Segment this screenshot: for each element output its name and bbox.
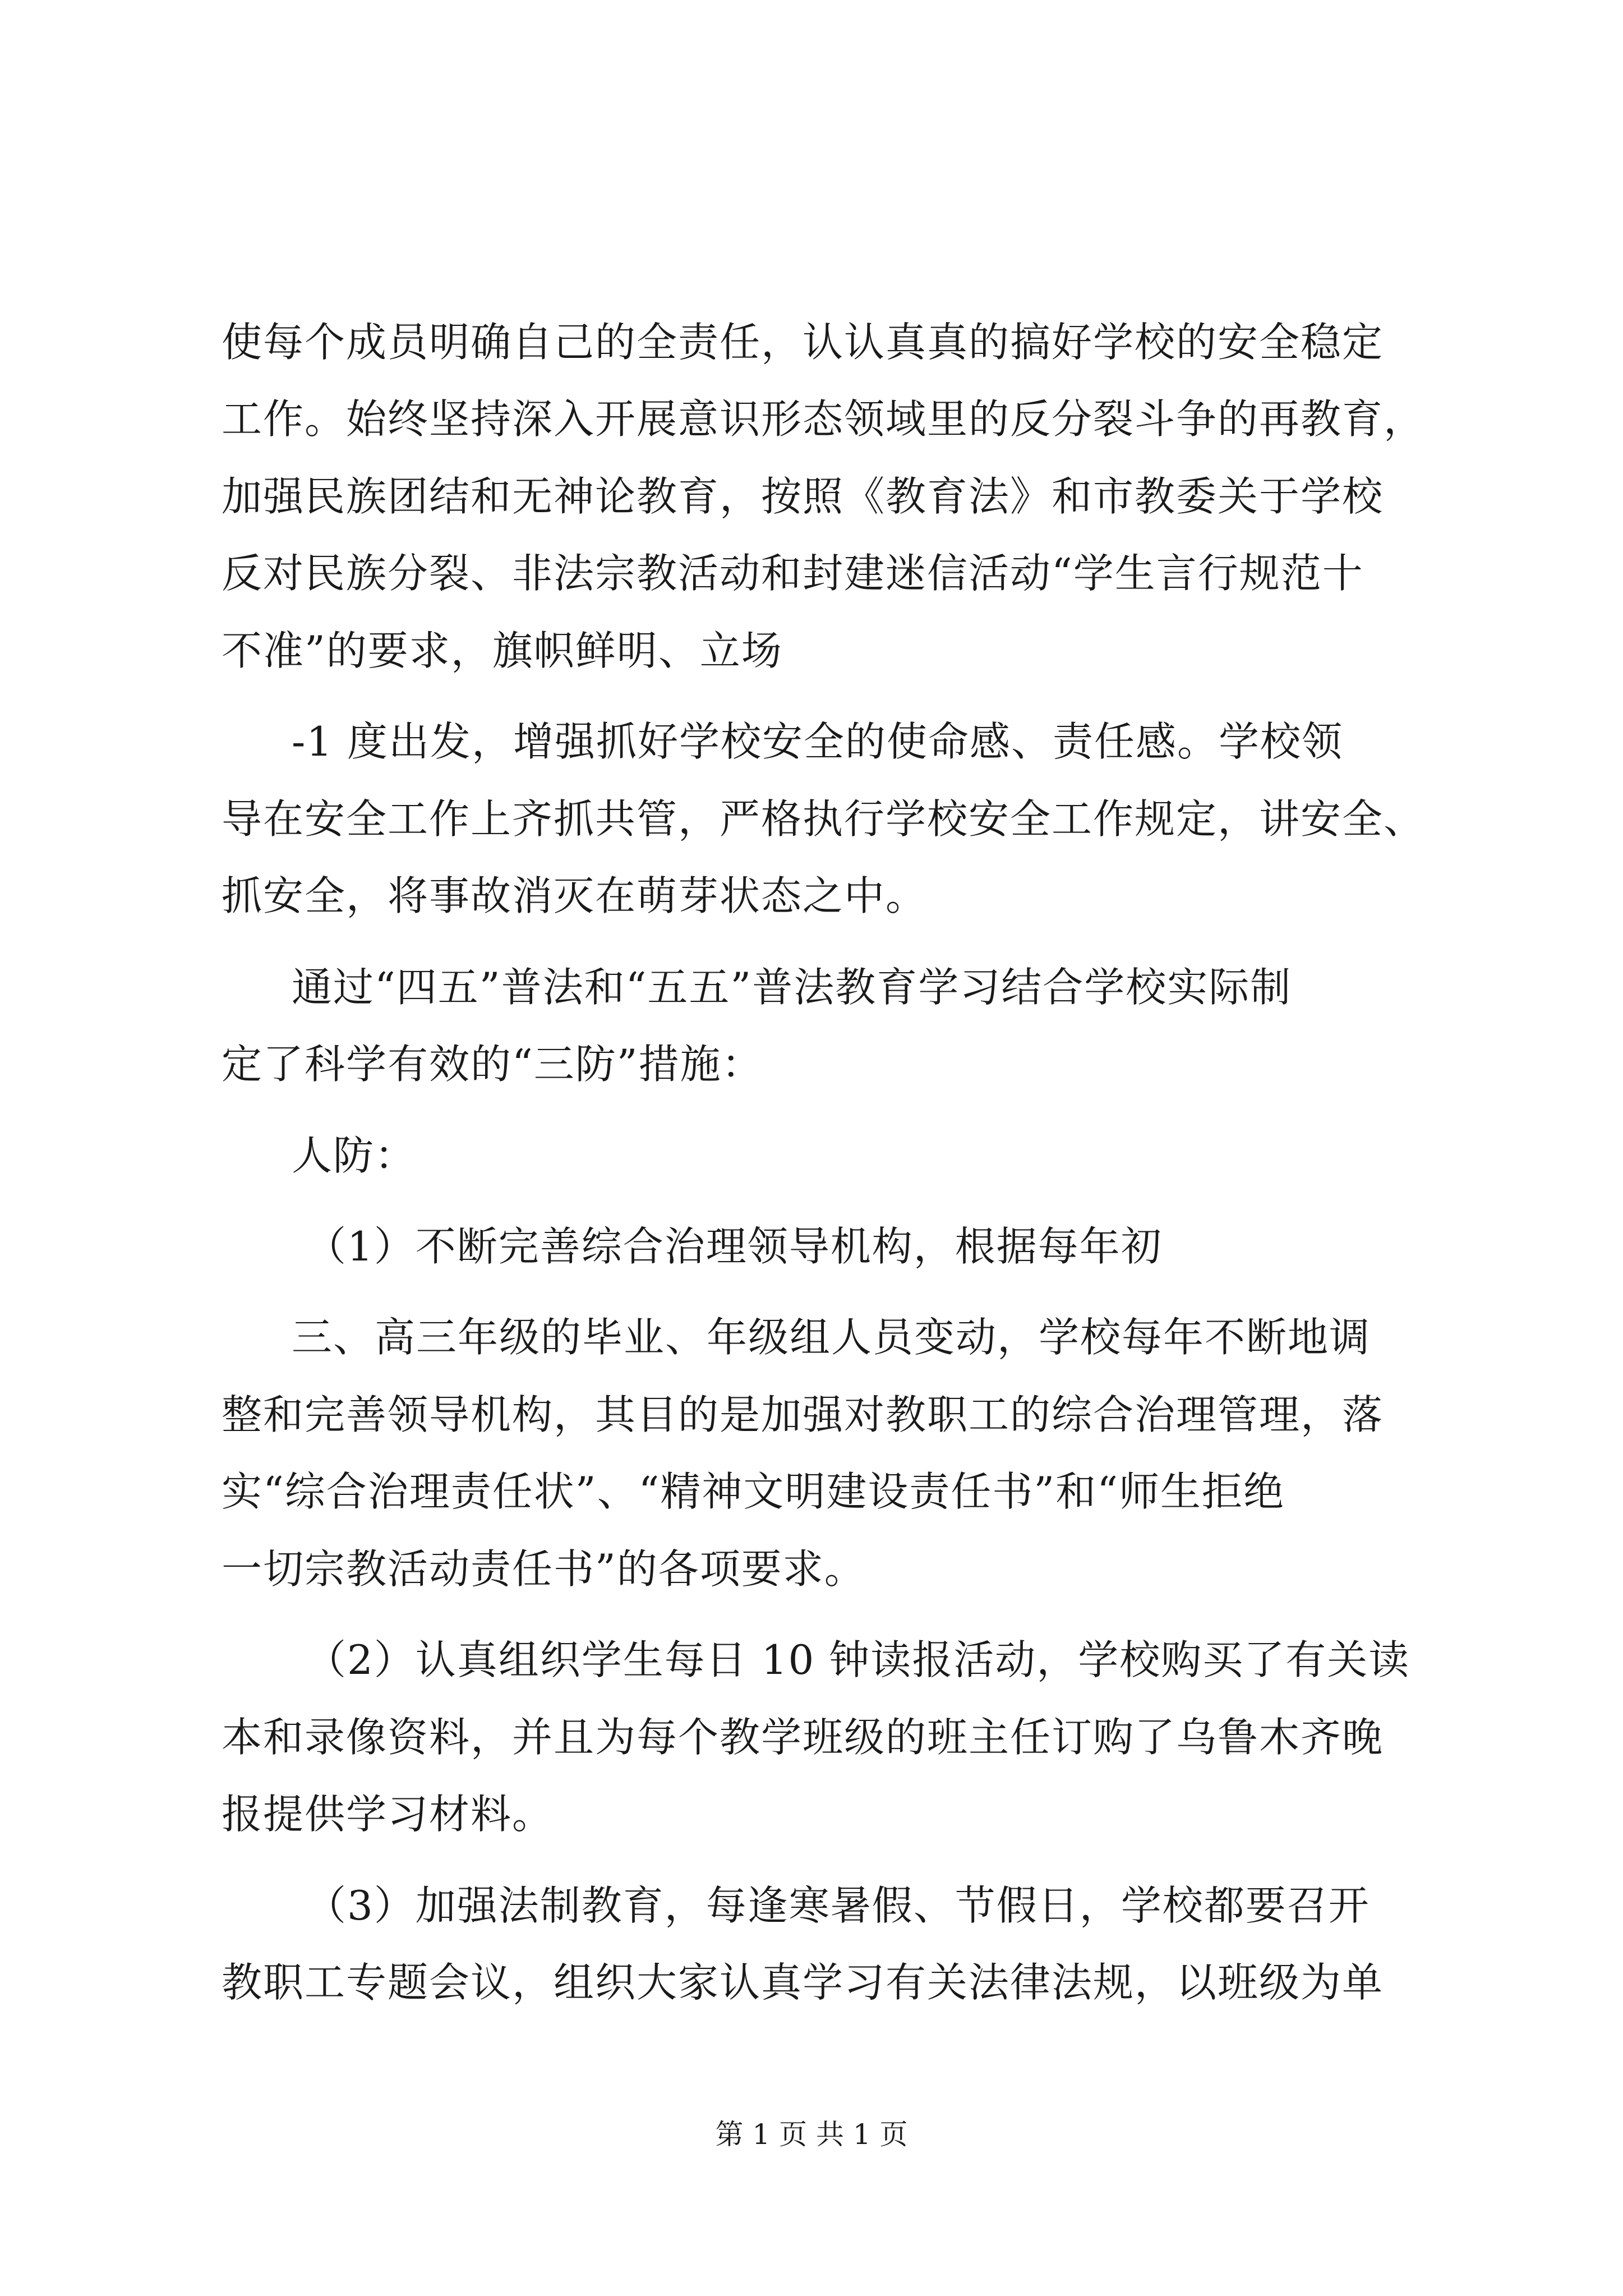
body-text-line: 反对民族分裂、非法宗教活动和封建迷信活动“学生言行规范十 (222, 550, 1364, 597)
body-text-line: 一切宗教活动责任书”的各项要求。 (222, 1545, 866, 1593)
body-text-line: 报提供学习材料。 (222, 1791, 554, 1838)
body-text-line: 定了科学有效的“三防”措施： (222, 1041, 763, 1088)
page-number-footer: 第 1 页 共 1 页 (715, 2118, 908, 2151)
body-text-line: （3）加强法制教育，每逢寒暑假、节假日，学校都要召开 (306, 1882, 1370, 1929)
body-text-line: 通过“四五”普法和“五五”普法教育学习结合学校实际制 (292, 964, 1292, 1011)
body-text-line: 三、高三年级的毕业、年级组人员变动，学校每年不断地调 (292, 1314, 1371, 1361)
body-text-line: 使每个成员明确自己的全责任，认认真真的搞好学校的安全稳定 (222, 319, 1384, 366)
body-text-line: 本和录像资料，并且为每个教学班级的班主任订购了乌鲁木齐晚 (222, 1714, 1384, 1761)
body-text-line: -1 度出发，增强抓好学校安全的使命感、责任感。学校领 (292, 718, 1344, 765)
body-text-line: 加强民族团结和无神论教育，按照《教育法》和市教委关于学校 (222, 473, 1384, 520)
body-text-line: 导在安全工作上齐抓共管，严格执行学校安全工作规定，讲安全、 (222, 795, 1426, 843)
body-text-line: 整和完善领导机构，其目的是加强对教职工的综合治理管理，落 (222, 1391, 1384, 1438)
section-heading: 人防： (292, 1132, 417, 1179)
body-text-line: 抓安全，将事故消灭在萌芽状态之中。 (222, 872, 928, 919)
body-text-line: 工作。始终坚持深入开展意识形态领域里的反分裂斗争的再教育， (222, 395, 1426, 443)
body-text-line: 不准”的要求，旗帜鲜明、立场 (222, 627, 783, 674)
body-text-line: 教职工专题会议，组织大家认真学习有关法律法规，以班级为单 (222, 1959, 1384, 2006)
body-text-line: 实“综合治理责任状”、“精神文明建设责任书”和“师生拒绝 (222, 1468, 1285, 1515)
body-text-line: （2）认真组织学生每日 10 钟读报活动，学校购买了有关读 (306, 1636, 1410, 1683)
body-text-line: （1）不断完善综合治理领导机构，根据每年初 (306, 1223, 1163, 1270)
